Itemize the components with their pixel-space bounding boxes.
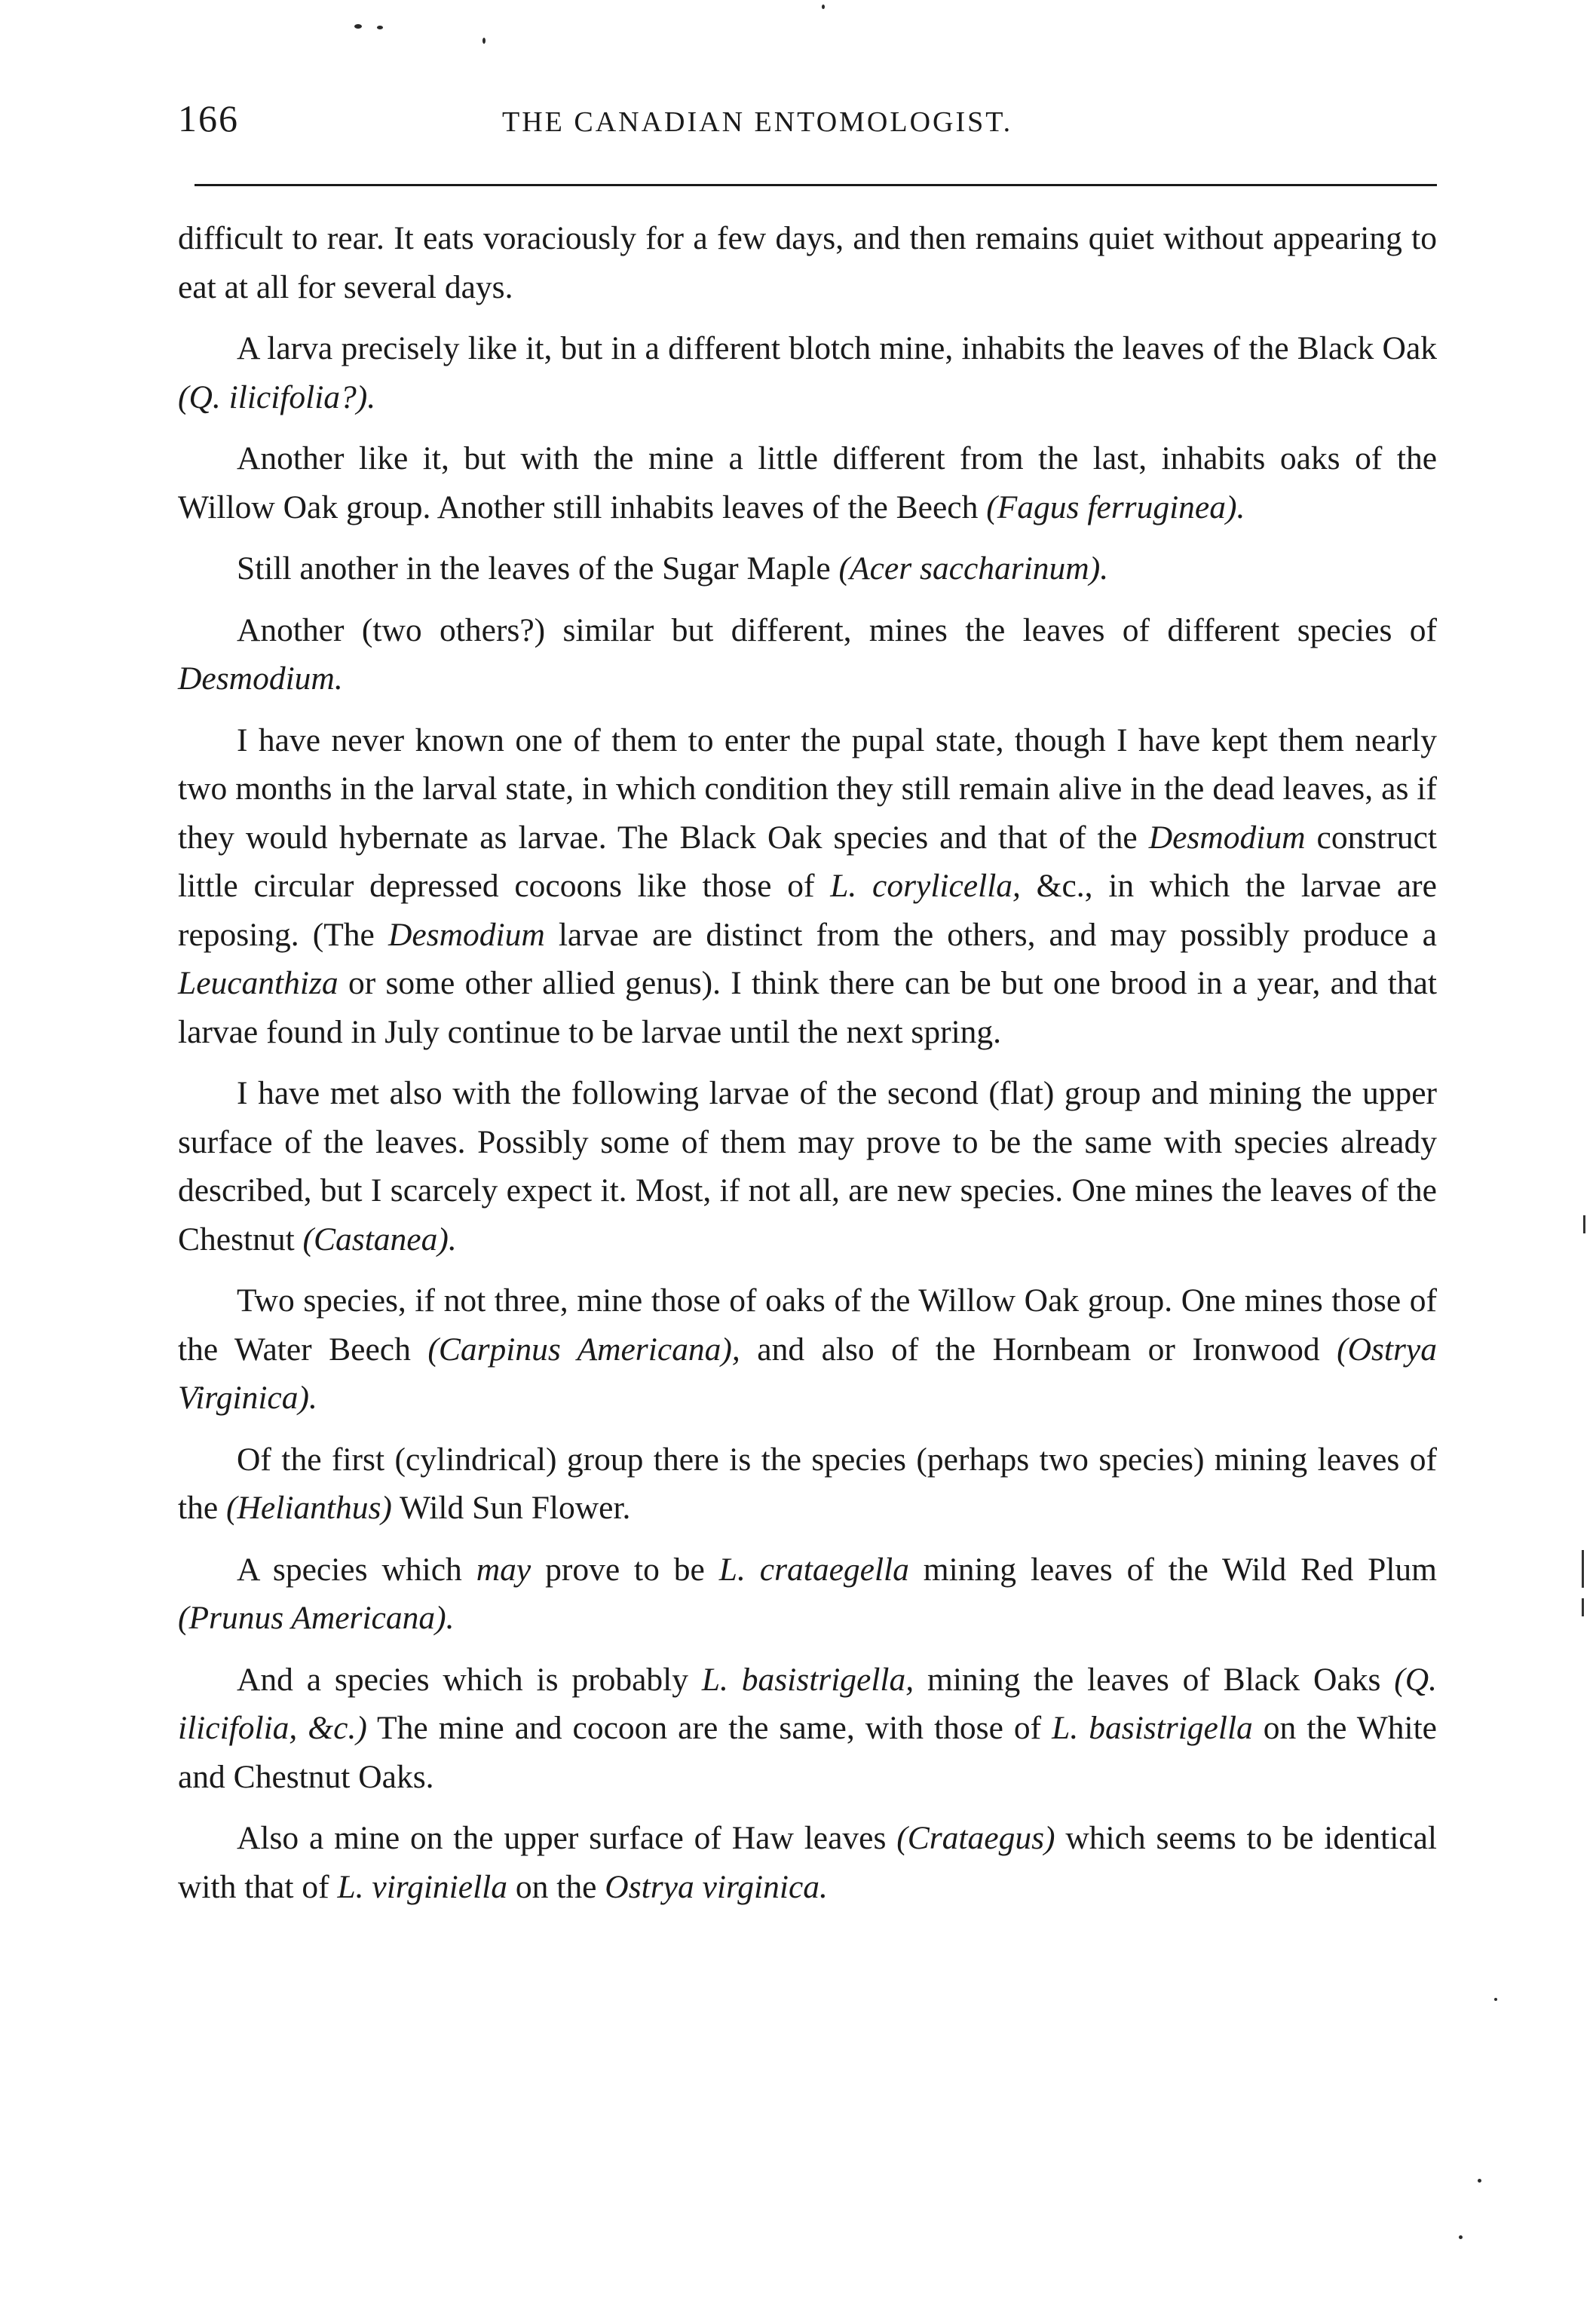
text-run: Another (two others?) similar but different, mines the leaves of different species of xyxy=(237,611,1437,648)
italic-run: Desmodium xyxy=(1148,819,1306,856)
scan-speck xyxy=(1459,2235,1463,2239)
text-run: construct little circular depressed cocoons like those of xyxy=(178,819,1437,904)
scan-speck xyxy=(482,38,486,44)
italic-run: (Castanea). xyxy=(302,1221,457,1258)
paragraph xyxy=(178,1656,1437,1802)
paragraph xyxy=(178,544,1437,593)
italic-run: (Helianthus) xyxy=(226,1490,392,1526)
body-text xyxy=(178,214,1437,1924)
text-run: The mine and cocoon are the same, with those of xyxy=(366,1710,1052,1746)
italic-run: (Crataegus) xyxy=(896,1820,1055,1856)
scan-speck xyxy=(377,26,383,29)
scan-speck xyxy=(822,5,825,9)
text-run: and also of the Hornbeam or Ironwood xyxy=(740,1331,1337,1368)
italic-run: L. corylicella, xyxy=(830,868,1021,904)
paragraph xyxy=(178,716,1437,1057)
italic-run: (Acer saccharinum). xyxy=(838,550,1109,587)
text-run: I have never known one of them to enter the pupal state, though I have kept them nearly two months in the larval state, in which condition they still remain alive in the dead leaves, as if they would hybernate as larvae. The Black Oak species and that of the xyxy=(178,721,1437,856)
italic-run: (Carpinus Americana), xyxy=(427,1331,740,1368)
paragraph xyxy=(178,1814,1437,1911)
italic-run: Leucanthiza xyxy=(178,965,338,1001)
text-run: which seems to be identical with that of xyxy=(178,1820,1438,1905)
paragraph xyxy=(178,1276,1437,1423)
text-run: on the White and Chestnut Oaks. xyxy=(178,1710,1437,1795)
text-run: mining leaves of the Wild Red Plum xyxy=(908,1551,1437,1588)
paragraph xyxy=(178,1069,1437,1264)
header-rule xyxy=(195,184,1437,186)
page-header xyxy=(178,97,1444,157)
text-run: mining the leaves of Black Oaks xyxy=(914,1661,1395,1698)
text-run: Another like it, but with the mine a little different from the last, inhabits oaks of the Willow Oak group. Another still inhabits leaves of the Beech xyxy=(178,440,1437,525)
italic-run: L. basistrigella, xyxy=(701,1661,914,1698)
text-run: on the xyxy=(507,1868,605,1905)
italic-run: Desmodium xyxy=(388,916,545,953)
paragraph xyxy=(178,1546,1437,1643)
italic-run: L. virginiella xyxy=(337,1868,507,1905)
italic-run: Desmodium. xyxy=(178,660,343,697)
text-run: A species which xyxy=(237,1551,476,1588)
text-run: Also a mine on the upper surface of Haw leaves xyxy=(237,1820,897,1856)
running-title: THE CANADIAN ENTOMOLOGIST. xyxy=(502,106,1013,138)
italic-run: (Fagus ferruginea). xyxy=(986,489,1245,525)
text-run: &c., in which the larvae are reposing. (The xyxy=(178,868,1437,953)
text-run: prove to be xyxy=(531,1551,719,1588)
paragraph xyxy=(178,214,1437,311)
italic-run: (Prunus Americana). xyxy=(178,1600,455,1636)
text-run: And a species which is probably xyxy=(237,1661,702,1698)
text-run: Still another in the leaves of the Sugar Maple xyxy=(237,550,839,587)
text-run: Two species, if not three, mine those of oaks of the Willow Oak group. One mines those of the Water Beech xyxy=(178,1282,1437,1368)
italic-run: (Ostrya Virginica). xyxy=(178,1331,1437,1416)
paragraph xyxy=(178,434,1437,532)
italic-run: L. basistrigella xyxy=(1052,1710,1253,1746)
italic-run: Ostrya virginica. xyxy=(605,1868,828,1905)
text-run: Of the first (cylindrical) group there is the species (perhaps two species) mining leaves of the xyxy=(178,1441,1437,1526)
text-run: I have met also with the following larvae of the second (flat) group and mining the upper surface of the leaves. Possibly some of them may prove to be the same with species already described, but I scarcely expect it. Most, if not all, are new species. One mines the leaves of the Chestnut xyxy=(178,1075,1437,1258)
paragraph xyxy=(178,324,1437,421)
paragraph xyxy=(178,606,1437,703)
italic-run: may xyxy=(476,1551,531,1588)
text-run: A larva precisely like it, but in a different blotch mine, inhabits the leaves of the Black Oak xyxy=(237,330,1437,366)
scan-speck xyxy=(354,24,362,29)
text-run: difficult to rear. It eats voraciously for a few days, and then remains quiet without appearing to eat at all for several days. xyxy=(178,220,1437,305)
page-number: 166 xyxy=(178,97,239,139)
margin-mark xyxy=(1582,1550,1584,1588)
italic-run: (Q. ilicifolia?). xyxy=(178,378,376,415)
text-run: larvae are distinct from the others, and may possibly produce a xyxy=(544,916,1437,953)
margin-mark xyxy=(1583,1215,1585,1233)
scan-speck xyxy=(1494,1998,1497,2001)
paragraph xyxy=(178,1435,1437,1533)
italic-run: L. crataegella xyxy=(718,1551,909,1588)
scan-speck xyxy=(1478,2179,1481,2183)
italic-run: (Q. ilicifolia, &c.) xyxy=(178,1661,1438,1746)
text-run: Wild Sun Flower. xyxy=(391,1490,631,1526)
margin-mark xyxy=(1582,1598,1584,1616)
text-run: or some other allied genus). I think there can be but one brood in a year, and that larvae found in July continue to be larvae until the next spring. xyxy=(178,965,1437,1050)
